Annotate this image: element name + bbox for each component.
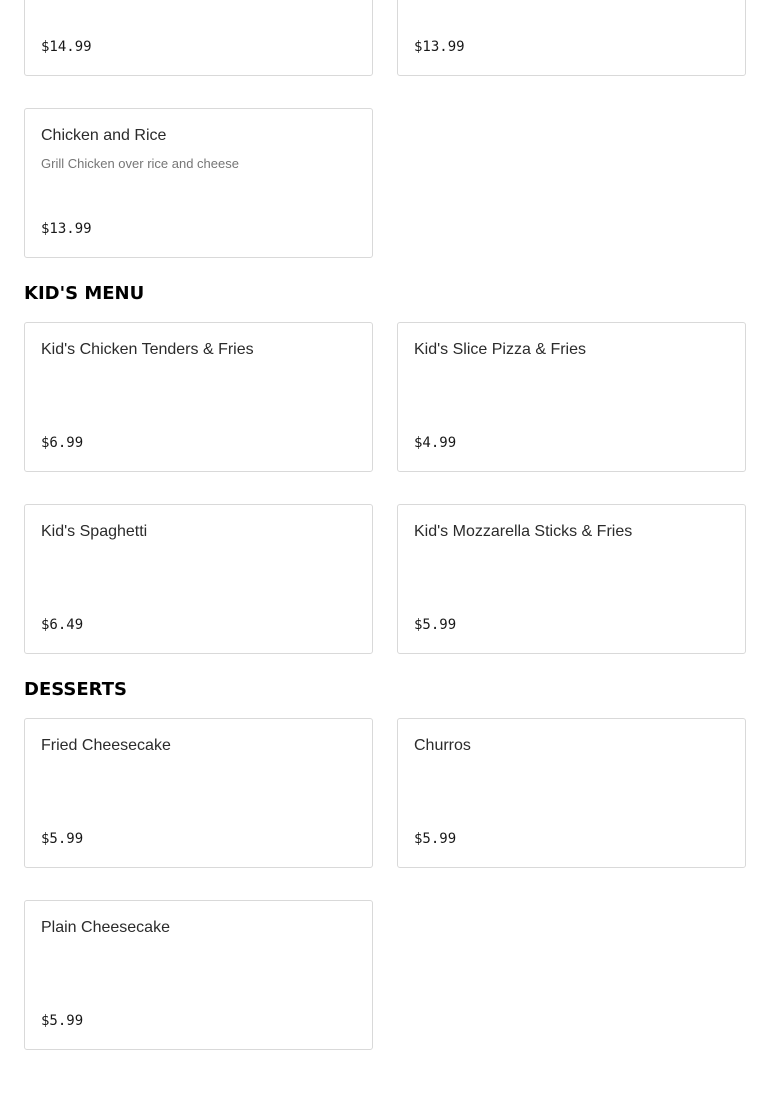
item-price: $5.99 [41, 831, 84, 847]
item-name: Fried Cheesecake [41, 737, 171, 754]
menu-item-card[interactable] [397, 718, 746, 868]
item-name: Churros [414, 737, 471, 754]
menu-item-card[interactable] [24, 718, 373, 868]
menu-item-card[interactable] [24, 900, 373, 1050]
menu-item-card[interactable] [397, 504, 746, 654]
desserts-grid [24, 718, 746, 1050]
item-price: $13.99 [414, 39, 465, 55]
item-name: Kid's Spaghetti [41, 523, 148, 540]
item-name: Kid's Mozzarella Sticks & Fries [414, 523, 633, 540]
menu-item-card[interactable] [24, 108, 373, 258]
desserts-section [24, 678, 746, 1050]
item-name: Kid's Chicken Tenders & Fries [41, 341, 254, 358]
item-price: $5.99 [414, 617, 457, 633]
kids-menu-section [24, 282, 746, 654]
item-price: $6.99 [41, 435, 84, 451]
item-name: Chicken and Rice [41, 127, 167, 144]
menu-page [24, 0, 746, 1050]
item-price: $5.99 [414, 831, 457, 847]
entrees-grid [24, 0, 746, 258]
section-title: DESSERTS [24, 679, 127, 700]
item-price: $6.49 [41, 617, 84, 633]
menu-item-card[interactable] [24, 504, 373, 654]
menu-item-card[interactable] [24, 322, 373, 472]
kids-menu-grid [24, 322, 746, 654]
item-price: $5.99 [41, 1013, 84, 1029]
menu-item-card[interactable] [24, 0, 373, 76]
item-description: Grill Chicken over rice and cheese [41, 156, 239, 171]
menu-item-card[interactable] [397, 322, 746, 472]
item-price: $4.99 [414, 435, 457, 451]
section-title: KID'S MENU [24, 283, 145, 304]
item-name: Plain Cheesecake [41, 919, 170, 936]
item-name: Kid's Slice Pizza & Fries [414, 341, 586, 358]
menu-item-card[interactable] [397, 0, 746, 76]
item-price: $13.99 [41, 221, 92, 237]
item-price: $14.99 [41, 39, 92, 55]
